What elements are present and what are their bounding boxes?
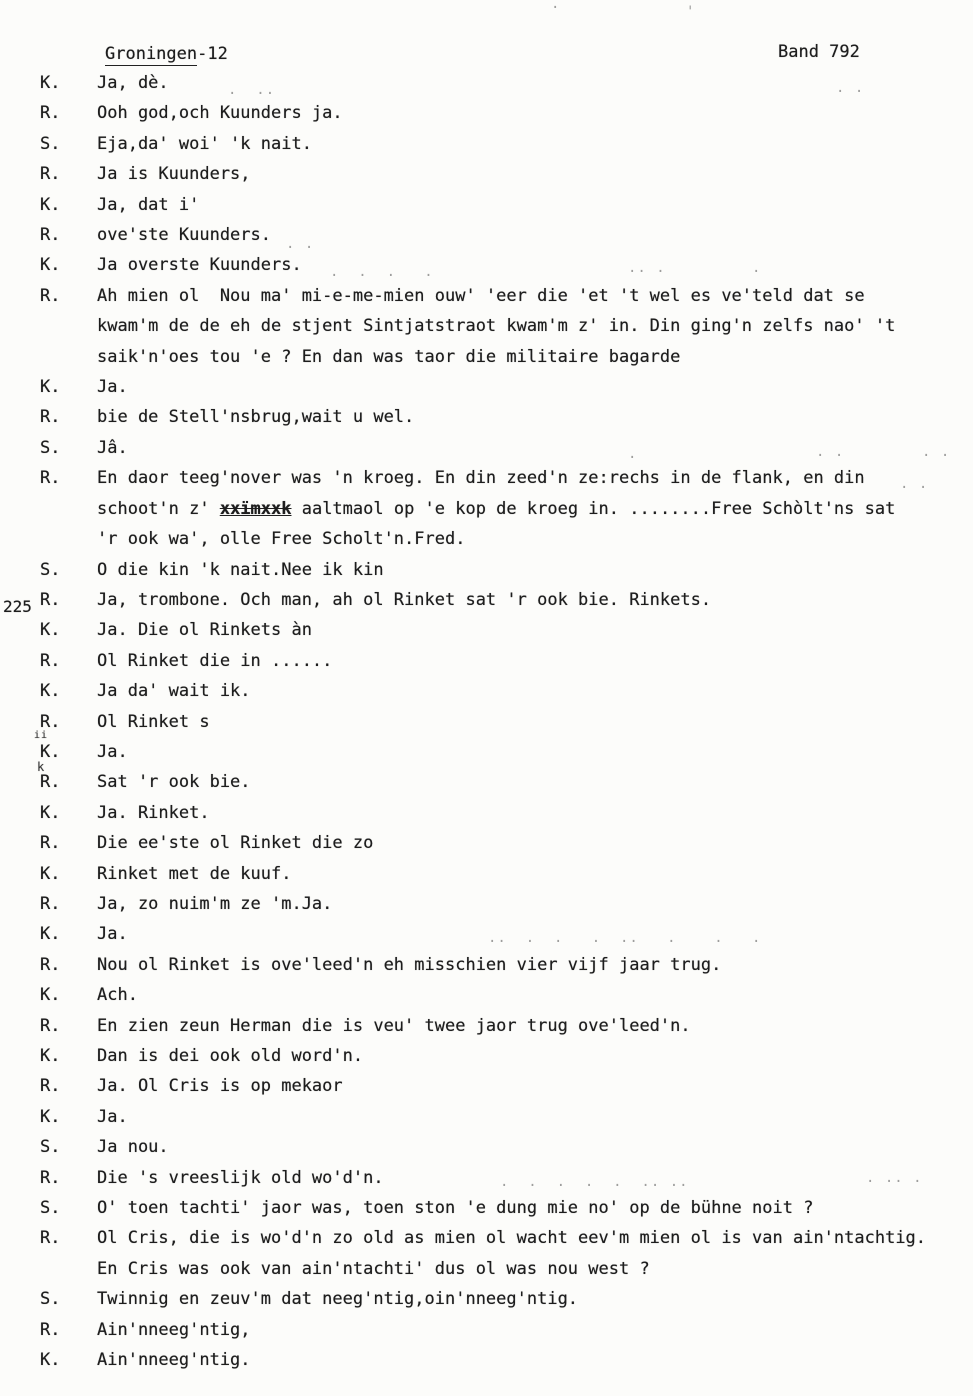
turn-lines (97, 889, 965, 919)
dialogue-text: Jâ. (97, 437, 128, 458)
dialogue-text: Ja. (97, 741, 128, 762)
speaker-label: R. (40, 893, 61, 914)
turn-lines (97, 1284, 965, 1314)
dialogue-text: Ol Rinket die in ...... (97, 650, 333, 671)
dialogue-text: Twinnig en zeuv'm dat neeg'ntig,oin'nneeg'ntig. (97, 1289, 579, 1310)
transcript-turn (40, 889, 965, 919)
speaker-label: R. (40, 711, 61, 732)
dialogue-line (97, 311, 965, 341)
speaker-label: S. (40, 1198, 61, 1219)
turn-lines (97, 372, 965, 402)
transcript-turn (40, 1071, 965, 1101)
turn-lines (97, 250, 965, 280)
turn-lines (97, 798, 965, 828)
dialogue-line (97, 707, 965, 737)
turn-lines (97, 707, 965, 737)
turn-lines (97, 676, 965, 706)
dialogue-text: Ooh god,och Kuunders ja. (97, 103, 343, 124)
dialogue-text: Ah mien ol Nou ma' mi-e-me-mien ouw' 'eer die 'et 't wel es ve'teld dat se (97, 285, 865, 306)
scan-speckle: . . . . (330, 264, 434, 280)
turn-lines (97, 646, 965, 676)
turn-lines (97, 190, 965, 220)
transcript-turn (40, 1284, 965, 1314)
transcript-turn (40, 950, 965, 980)
dialogue-text: Ja nou. (97, 1137, 169, 1158)
speaker-label: K. (40, 377, 61, 398)
turn-lines (97, 1011, 965, 1041)
dialogue-line (97, 555, 965, 585)
scan-speckle: · (551, 0, 561, 16)
speaker-label: R. (40, 650, 61, 671)
transcript-turn (40, 707, 965, 737)
transcript-turn (40, 281, 965, 372)
turn-lines (97, 402, 965, 432)
turn-lines (97, 281, 965, 372)
speaker-label: R. (40, 772, 61, 793)
dialogue-text: Ain'nneeg'ntig, (97, 1319, 251, 1340)
dialogue-line (97, 1071, 965, 1101)
transcript-turn (40, 980, 965, 1010)
dialogue-line (97, 615, 965, 645)
transcript-turn (40, 1223, 965, 1284)
dialogue-text: bie de Stell'nsbrug,wait u wel. (97, 407, 415, 428)
dialogue-line (97, 1041, 965, 1071)
dialogue-line (97, 828, 965, 858)
turn-lines (97, 1041, 965, 1071)
dialogue-line (97, 250, 965, 280)
transcript-turn (40, 646, 965, 676)
dialogue-line (97, 980, 965, 1010)
margin-line-number: 225 (3, 596, 32, 616)
turn-lines (97, 1193, 965, 1223)
speaker-label: R. (40, 954, 61, 975)
turn-lines (97, 859, 965, 889)
dialogue-text: Nou ol Rinket is ove'leed'n eh misschien vier vijf jaar trug. (97, 954, 722, 975)
dialogue-text: Ja overste Kuunders. (97, 255, 302, 276)
dialogue-line (97, 1011, 965, 1041)
transcript-turn (40, 798, 965, 828)
stray-mark: k (37, 759, 45, 774)
speaker-label: K. (40, 741, 61, 762)
speaker-label: K. (40, 924, 61, 945)
turn-lines (97, 737, 965, 767)
transcript-turn (3, 585, 965, 616)
dialogue-line (97, 585, 965, 615)
dialogue-line (97, 98, 965, 128)
dialogue-text: Ja, dat i' (97, 194, 200, 215)
transcript-turn (40, 1041, 965, 1071)
dialogue-line (97, 1102, 965, 1132)
transcript-turn (40, 1193, 965, 1223)
dialogue-text: 'r ook wa', olle Free Scholt'n.Fred. (97, 529, 466, 550)
transcript-turn (40, 1315, 965, 1345)
dialogue-text: Ja. (97, 1106, 128, 1127)
dialogue-line (97, 1132, 965, 1162)
dialogue-line (97, 889, 965, 919)
dialogue-text: Ja. (97, 924, 128, 945)
speaker-label: R. (40, 833, 61, 854)
transcript-turn (34, 729, 965, 774)
dialogue-line (97, 646, 965, 676)
speaker-label: K. (40, 985, 61, 1006)
transcript-turn (40, 555, 965, 585)
speaker-label: K. (40, 1106, 61, 1127)
dialogue-line (97, 1223, 965, 1253)
speaker-label: K. (40, 802, 61, 823)
turn-lines (97, 1223, 965, 1284)
dialogue-line (97, 372, 965, 402)
dialogue-text: saik'n'oes tou 'e ? En dan was taor die militaire bagarde (97, 346, 681, 367)
speaker-label: S. (40, 1289, 61, 1310)
band-label: Band 792 (778, 42, 860, 62)
transcript-turn (40, 68, 965, 98)
transcript-turn (40, 190, 965, 220)
speaker-label: R. (40, 1319, 61, 1340)
transcript-turn (40, 767, 965, 797)
dialogue-text: xxïmxxk (219, 498, 292, 519)
page-title-number: -12 (197, 44, 228, 64)
dialogue-text: Ja. Ol Cris is op mekaor (97, 1076, 343, 1097)
dialogue-line (97, 463, 965, 493)
dialogue-text: Die 's vreeslijk old wo'd'n. (97, 1167, 384, 1188)
dialogue-text: Dan is dei ook old word'n. (97, 1046, 364, 1066)
dialogue-text: Ach. (97, 985, 138, 1006)
speaker-label: K. (40, 620, 61, 641)
dialogue-line (97, 494, 965, 524)
transcript-turn (40, 1132, 965, 1162)
dialogue-line (97, 950, 965, 980)
speaker-label: K. (40, 1046, 61, 1066)
speaker-label: K. (40, 194, 61, 215)
turn-lines (97, 980, 965, 1010)
dialogue-line (97, 767, 965, 797)
scan-speckle: . (752, 260, 762, 276)
dialogue-line (97, 129, 965, 159)
transcript-turn (40, 828, 965, 858)
speaker-label: S. (40, 1137, 61, 1158)
dialogue-text: Ja. Rinket. (97, 802, 210, 823)
speaker-label: R. (40, 407, 61, 428)
dialogue-text: En zien zeun Herman die is veu' twee jaor trug ove'leed'n. (97, 1015, 691, 1036)
transcript-turn (40, 98, 965, 128)
dialogue-text: Rinket met de kuuf. (97, 863, 292, 884)
scan-speckle: .. . . . .. . . . (488, 930, 762, 946)
transcript-turn (40, 1102, 965, 1132)
turn-lines (97, 129, 965, 159)
speaker-label: K. (40, 255, 61, 276)
dialogue-text: Ol Rinket s (97, 711, 210, 732)
dialogue-text: Ja, zo nuim'm ze 'm.Ja. (97, 893, 333, 914)
dialogue-line (97, 220, 965, 250)
transcript-turn (40, 372, 965, 402)
scan-speckle: .. . (628, 260, 666, 276)
turn-lines (97, 220, 965, 250)
dialogue-line (97, 1193, 965, 1223)
speaker-label: R. (40, 1228, 61, 1249)
transcript-turn (40, 159, 965, 189)
dialogue-line (97, 859, 965, 889)
speaker-label: R. (40, 1015, 61, 1036)
turn-lines (97, 463, 965, 554)
speaker-label: K. (40, 681, 61, 702)
speaker-label: R. (40, 285, 61, 306)
dialogue-text: aaltmaol op 'e kop de kroeg in. ........Free Schòlt'ns sat (291, 498, 896, 519)
dialogue-text: En daor teeg'nover was 'n kroeg. En din zeed'n ze:rechs in de flank, en din (97, 468, 865, 489)
turn-lines (97, 615, 965, 645)
transcript-turn (40, 1345, 965, 1375)
dialogue-line (97, 676, 965, 706)
turn-lines (97, 950, 965, 980)
dialogue-line (97, 1254, 965, 1284)
scan-speckle: . . . . . .. .. (500, 1174, 689, 1190)
dialogue-line (97, 281, 965, 311)
speaker-label: R. (40, 1167, 61, 1188)
turn-lines (97, 767, 965, 797)
dialogue-line (97, 737, 965, 767)
dialogue-line (97, 1284, 965, 1314)
scan-speckle: ' (686, 4, 696, 20)
dialogue-text: Ja. (97, 377, 128, 398)
turn-lines (97, 585, 965, 615)
turn-lines (97, 98, 965, 128)
turn-lines (97, 1071, 965, 1101)
transcript-turn (40, 220, 965, 250)
dialogue-line (97, 1345, 965, 1375)
turn-lines (97, 1102, 965, 1132)
dialogue-line (97, 190, 965, 220)
speaker-label: R. (40, 468, 61, 489)
scan-speckle: . . (836, 80, 865, 96)
dialogue-text: schoot'n z' (97, 498, 220, 519)
dialogue-text: Ja is Kuunders, (97, 164, 251, 185)
scan-speckle: . . (922, 444, 951, 460)
speaker-label: R. (40, 164, 61, 185)
turn-lines (97, 828, 965, 858)
speaker-label: S. (40, 559, 61, 580)
page-title (105, 44, 228, 64)
transcript-turn (40, 1011, 965, 1041)
dialogue-text: En Cris was ook van ain'ntachti' dus ol was nou west ? (97, 1258, 650, 1279)
speaker-label: R. (40, 589, 61, 610)
speaker-label: K. (40, 73, 61, 93)
speaker-label: R. (40, 225, 61, 246)
speaker-label: S. (40, 133, 61, 154)
turn-lines (97, 1315, 965, 1345)
dialogue-line (97, 1315, 965, 1345)
transcript-turn (40, 615, 965, 645)
scan-speckle: . . (900, 476, 929, 492)
speaker-label: K. (40, 863, 61, 884)
dialogue-text: Eja,da' woi' 'k nait. (97, 133, 312, 154)
dialogue-text: Ja. Die ol Rinkets àn (97, 620, 312, 641)
transcript-turn (40, 402, 965, 432)
dialogue-text: O die kin 'k nait.Nee ik kin (97, 559, 384, 580)
dialogue-line (97, 798, 965, 828)
transcript-turn (40, 859, 965, 889)
speaker-label: K. (40, 1350, 61, 1371)
transcript-turn (40, 129, 965, 159)
dialogue-text: ove'ste Kuunders. (97, 225, 271, 246)
dialogue-line (97, 342, 965, 372)
transcript-turn (40, 676, 965, 706)
scan-speckle: . .. . (866, 1170, 923, 1186)
speaker-label: S. (40, 437, 61, 458)
dialogue-text: Ja, dè. (97, 73, 169, 93)
dialogue-text: Sat 'r ook bie. (97, 772, 251, 793)
dialogue-text: O' toen tachti' jaor was, toen ston 'e dung mie no' op de bühne noit ? (97, 1198, 814, 1219)
turn-lines (97, 1345, 965, 1375)
scan-speckle: . (628, 446, 638, 462)
dialogue-text: kwam'm de de eh de stjent Sintjatstraot kwam'm z' in. Din ging'n zelfs nao' 't (97, 316, 896, 337)
dialogue-line (97, 402, 965, 432)
scan-speckle: . .. (228, 82, 276, 98)
turn-lines (97, 1132, 965, 1162)
speaker-label: R. (40, 1076, 61, 1097)
scan-speckle: . . (286, 236, 315, 252)
stray-mark: ii (34, 729, 49, 741)
transcript-turn (40, 250, 965, 280)
dialogue-line (97, 159, 965, 189)
dialogue-text: Ja da' wait ik. (97, 681, 251, 702)
scan-speckle: . . (816, 444, 845, 460)
dialogue-text: Ja, trombone. Och man, ah ol Rinket sat 'r ook bie. Rinkets. (97, 589, 712, 610)
dialogue-text: Ain'nneeg'ntig. (97, 1350, 251, 1371)
page-title-region: Groningen (105, 44, 198, 64)
turn-lines (97, 159, 965, 189)
turn-lines (97, 555, 965, 585)
dialogue-line (97, 524, 965, 554)
dialogue-text: Die ee'ste ol Rinket die zo (97, 833, 374, 854)
dialogue-text: Ol Cris, die is wo'd'n zo old as mien ol wacht eev'm mien ol is van ain'ntachtig. (97, 1228, 927, 1249)
speaker-label: R. (40, 103, 61, 124)
transcript-turn (40, 463, 965, 554)
